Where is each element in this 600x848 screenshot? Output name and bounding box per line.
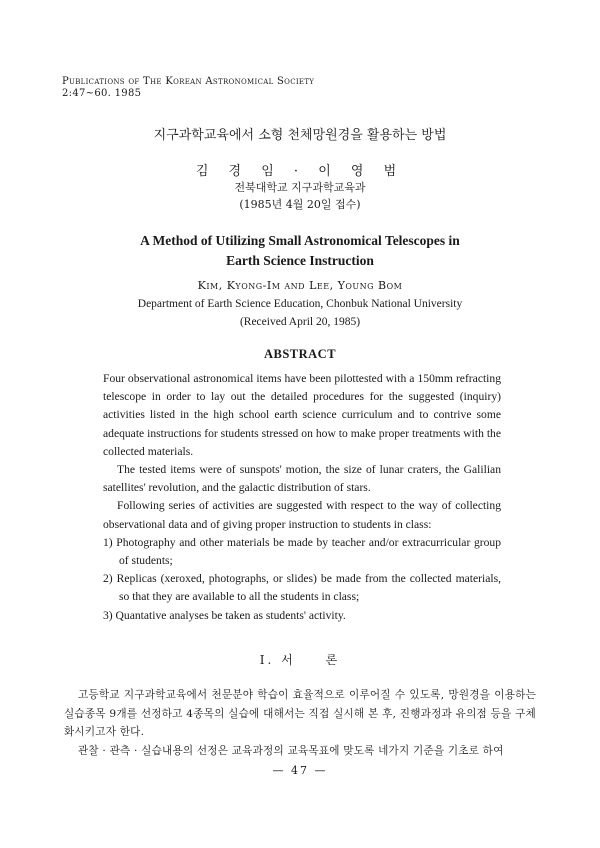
english-title-line-1: A Method of Utilizing Small Astronomical Telescopes in [140,233,460,248]
body-paragraph: 관찰 · 관측 · 실습내용의 선정은 교육과정의 교육목표에 맞도록 네가지 기준을 기초로 하여 [78,744,504,757]
english-title [0,231,600,271]
english-affiliation: Department of Earth Science Education, Chonbuk National University [137,298,463,310]
journal-citation: 2:47~60. 1985 [62,88,142,99]
section-body [64,686,536,760]
english-title-line-2: Earth Science Instruction [226,253,374,268]
abstract-list-item: 3) Quantative analyses be taken as students' activity. [103,608,346,622]
korean-affiliation: 전북대학교 지구과학교육과 [234,181,366,194]
abstract-body [103,370,501,625]
korean-authors: 김 경 임 · 이 영 범 [195,164,405,179]
korean-title: 지구과학교육에서 소형 천체망원경을 활용하는 방법 [153,128,447,143]
journal-header [62,76,314,100]
body-paragraph: 고등학교 지구과학교육에서 천문분야 학습이 효율적으로 이루어질 수 있도록, 망원경을 이용하는 실습종목 9개를 선정하고 4종목의 실습에 대해서는 직접 실시해 본 후, 진행과정과 유의점 등을 구체화시키고자 한다. [64,689,536,738]
abstract-list-item: 1) Photography and other materials be made by teacher and/or extracurricular group of students; [103,535,501,568]
page-number: — 47 — [272,764,328,777]
section-heading: I. 서 론 [259,653,341,667]
abstract-list-item: 2) Replicas (xeroxed, photographs, or slides) be made from the collected materials, so that they are available to all the students in class; [103,572,501,604]
abstract-heading: ABSTRACT [263,347,337,361]
english-authors: Kim, Kyong-Im and Lee, Young Bom [197,279,403,292]
abstract-paragraph: Four observational astronomical items have been pilottested with a 150mm refracting telescope in order to lay out the detailed procedures for the suggested (inquiry) activities listed in the high school earth science curriculum and to contrive some adequate instructions for students stressed on how to make proper treatments with the collected materials. [103,372,501,458]
korean-received-date: (1985년 4월 20일 접수) [239,198,361,211]
abstract-paragraph: The tested items were of sunspots' motion, the size of lunar craters, the Galilian satellites' revolution, and the galactic distribution of stars. [103,463,501,495]
abstract-paragraph: Following series of activities are suggested with respect to the way of collecting observational data and of giving proper instruction to students in class: [103,499,501,531]
journal-name: Publications of The Korean Astronomical Society [62,76,315,87]
english-received-date: (Received April 20, 1985) [239,316,361,328]
